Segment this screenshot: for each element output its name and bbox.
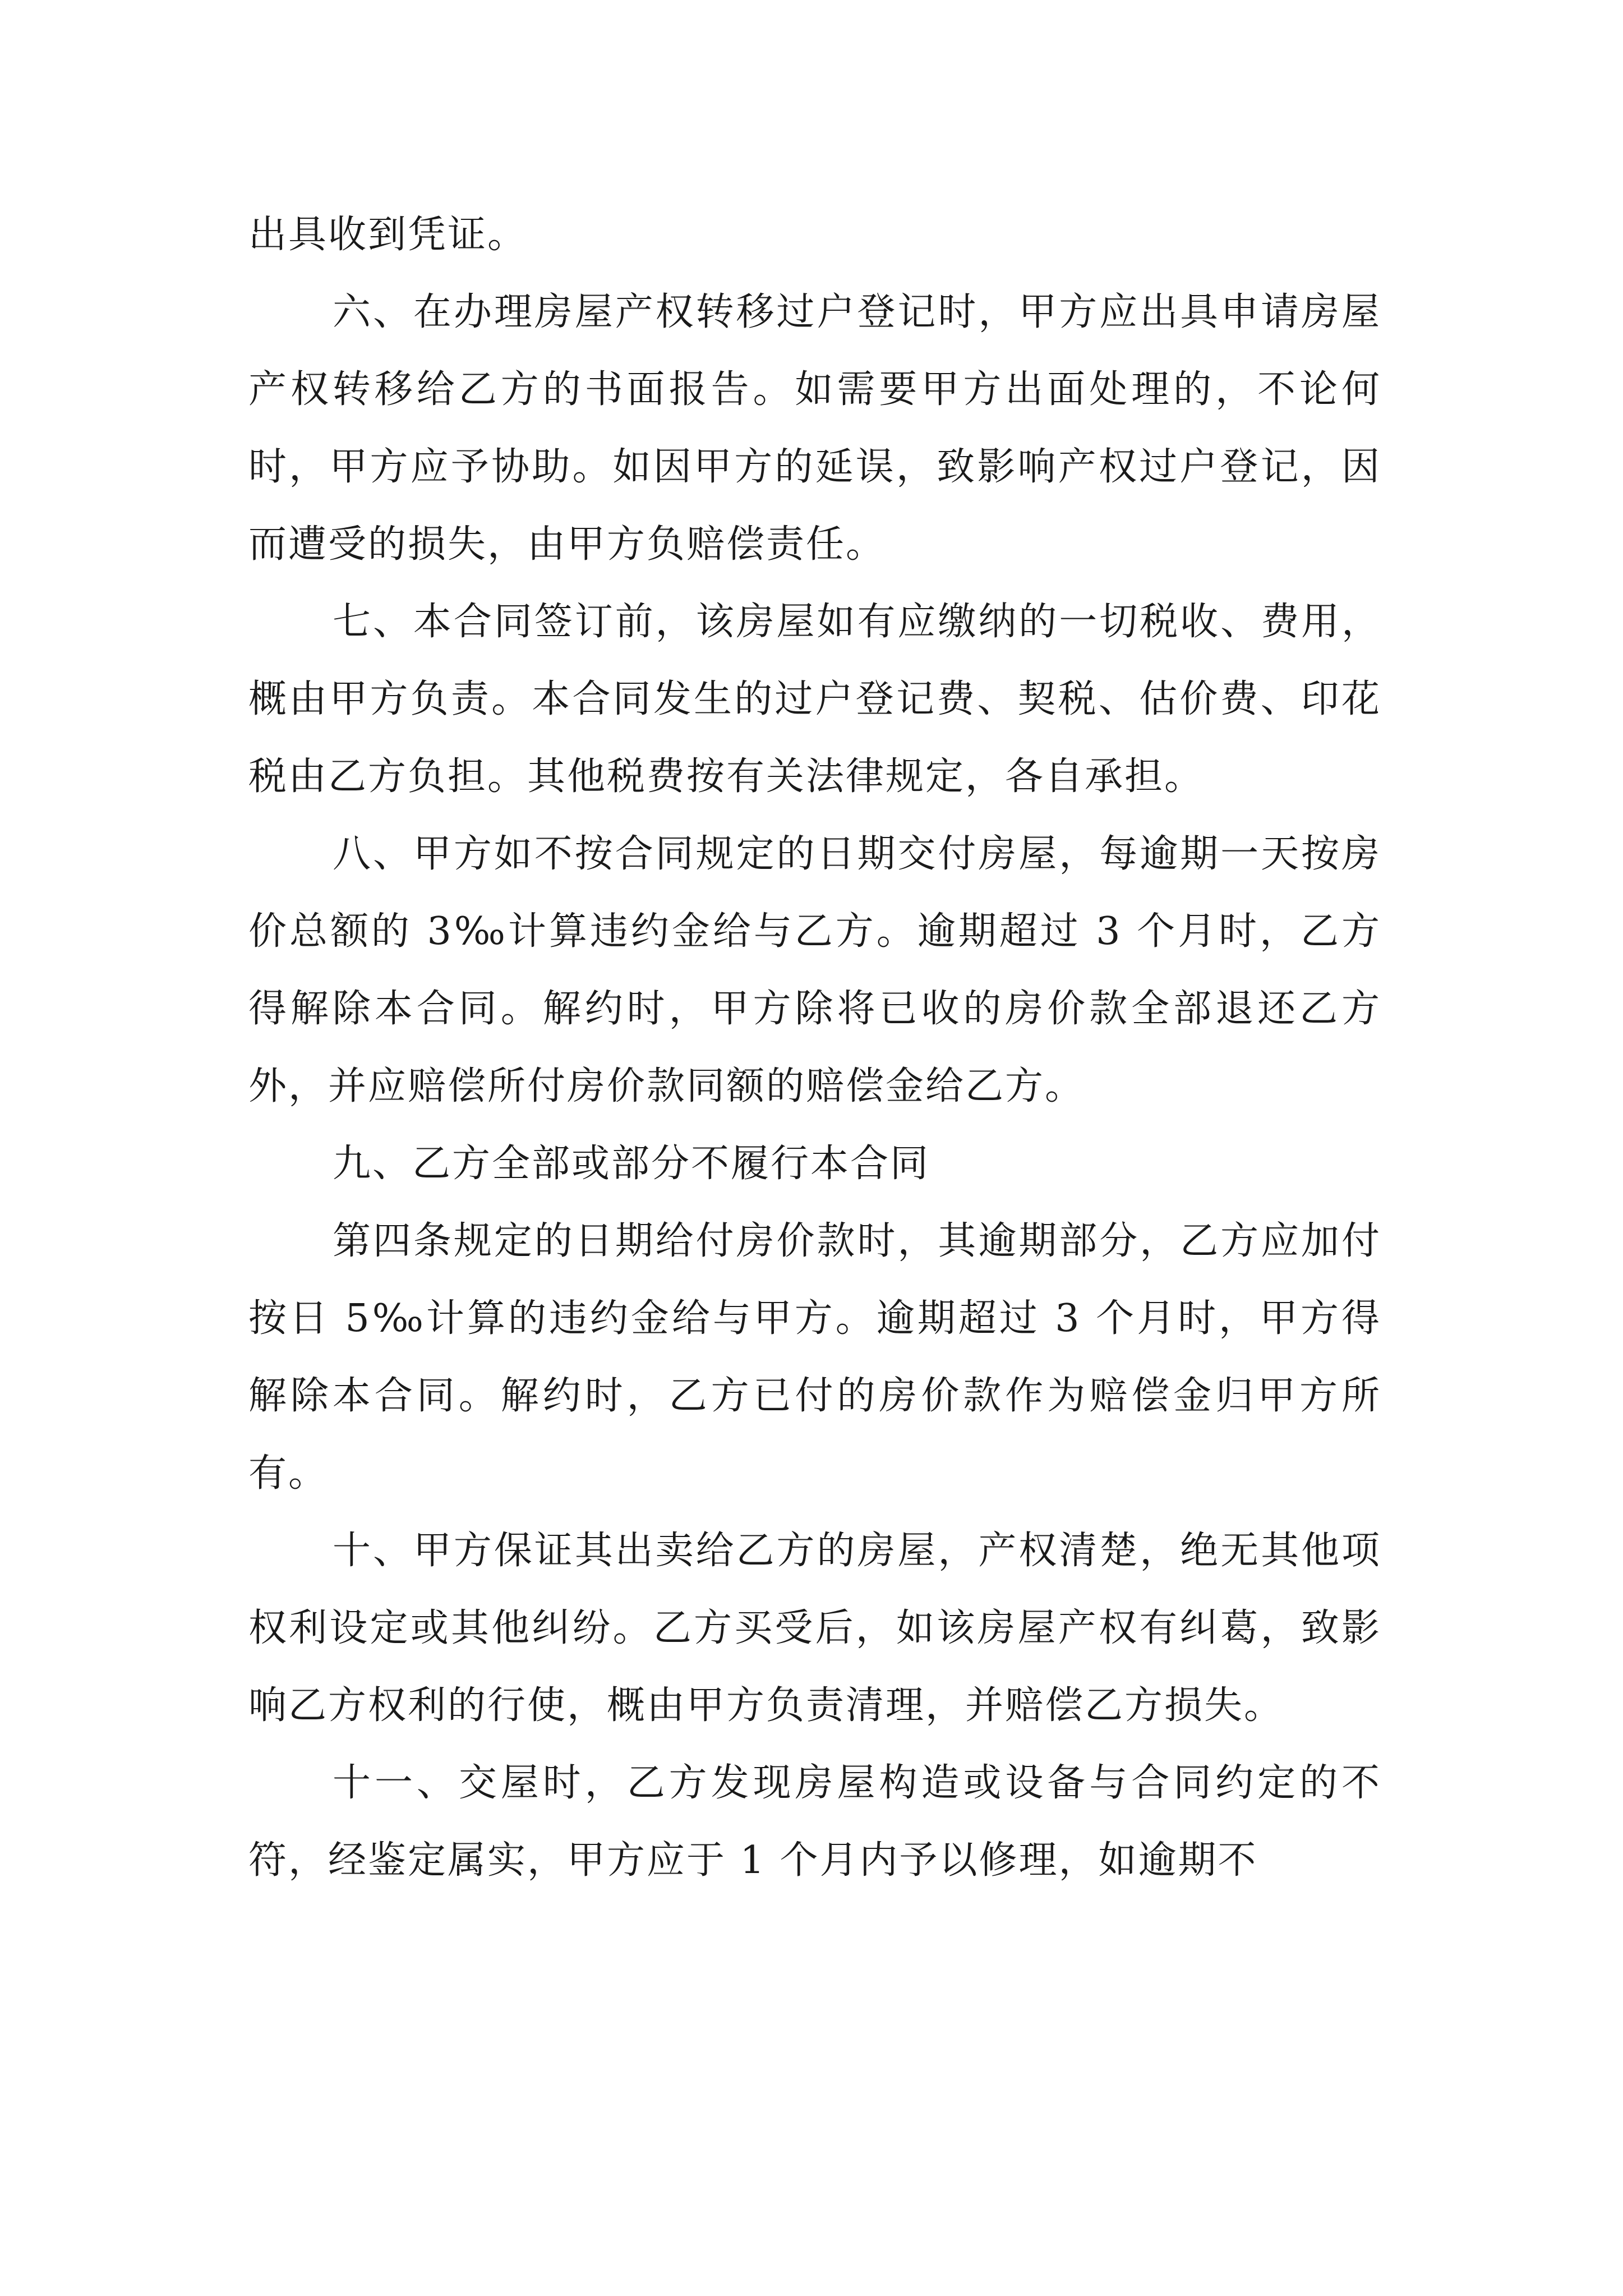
paragraph-clause-7: 七、本合同签订前，该房屋如有应缴纳的一切税收、费用，概由甲方负责。本合同发生的过户登记费、契税、估价费、印花税由乙方负担。其他税费按有关法律规定，各自承担。 [248, 600, 1381, 799]
document-body [248, 196, 1381, 1899]
paragraph-clause-9-heading: 九、乙方全部或部分不履行本合同 [333, 1142, 930, 1186]
paragraph-clause-8: 八、甲方如不按合同规定的日期交付房屋，每逾期一天按房价总额的 3‰计算违约金给与乙方。逾期超过 3 个月时，乙方得解除本合同。解约时，甲方除将已收的房价款全部退还乙方外，并应赔偿所付房价款同额的赔偿金给乙方。 [248, 832, 1381, 1108]
paragraph-clause-6: 六、在办理房屋产权转移过户登记时，甲方应出具申请房屋产权转移给乙方的书面报告。如需要甲方出面处理的，不论何时，甲方应予协助。如因甲方的延误，致影响产权过户登记，因而遭受的损失，由甲方负赔偿责任。 [248, 290, 1381, 567]
paragraph-clause-9-body: 第四条规定的日期给付房价款时，其逾期部分，乙方应加付按日 5‰计算的违约金给与甲方。逾期超过 3 个月时，甲方得解除本合同。解约时，乙方已付的房价款作为赔偿金归甲方所有。 [248, 1219, 1381, 1496]
paragraph-continuation: 出具收到凭证。 [248, 213, 528, 257]
paragraph-clause-11: 十一、交屋时，乙方发现房屋构造或设备与合同约定的不符，经鉴定属实，甲方应于 1 个月内予以修理，如逾期不 [248, 1761, 1381, 1883]
paragraph-clause-10: 十、甲方保证其出卖给乙方的房屋，产权清楚，绝无其他项权利设定或其他纠纷。乙方买受后，如该房屋产权有纠葛，致影响乙方权利的行使，概由甲方负责清理，并赔偿乙方损失。 [248, 1529, 1381, 1728]
